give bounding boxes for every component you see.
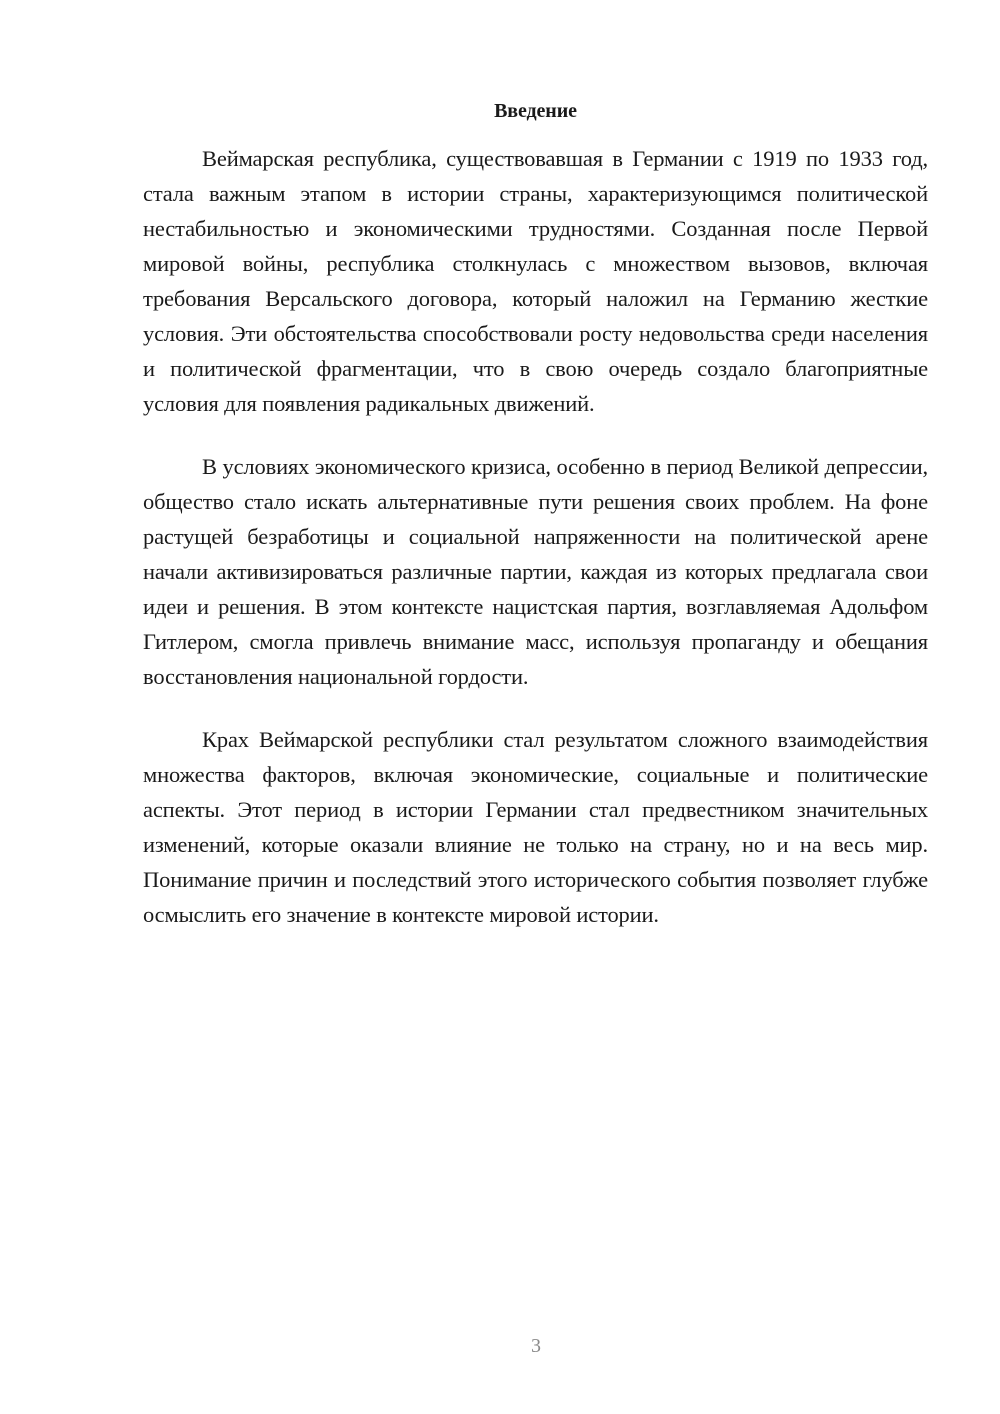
paragraph-2: В условиях экономического кризиса, особенно в период Великой депрессии, общество стало искать альтернативные пути решения своих проблем. На фоне растущей безработицы и социальной напряженности на политической арене начали активизироваться различные партии, каждая из которых предлагала свои идеи и решения. В этом контексте нацистская партия, возглавляемая Адольфом Гитлером, смогла привлечь внимание масс, используя пропаганду и обещания восстановления национальной гордости. [143, 454, 928, 689]
paragraph-1: Веймарская республика, существовавшая в Германии с 1919 по 1933 год, стала важным этапом в истории страны, характеризующимся политической нестабильностью и экономическими трудностями. Созданная после Первой мировой войны, республика столкнулась с множеством вызовов, включая требования Версальского договора, который наложил на Германию жесткие условия. Эти обстоятельства способствовали росту недовольства среди населения и политической фрагментации, что в свою очередь создало благоприятные условия для появления радикальных движений. [143, 146, 928, 416]
paragraph-3: Крах Веймарской республики стал результатом сложного взаимодействия множества факторов, включая экономические, социальные и политические аспекты. Этот период в истории Германии стал предвестником значительных изменений, которые оказали влияние не только на страну, но и на весь мир. Понимание причин и последствий этого исторического события позволяет глубже осмыслить его значение в контексте мировой истории. [143, 727, 928, 927]
page-number: 3 [531, 1335, 541, 1357]
document-body [143, 96, 928, 960]
section-heading: Введение [494, 100, 577, 122]
